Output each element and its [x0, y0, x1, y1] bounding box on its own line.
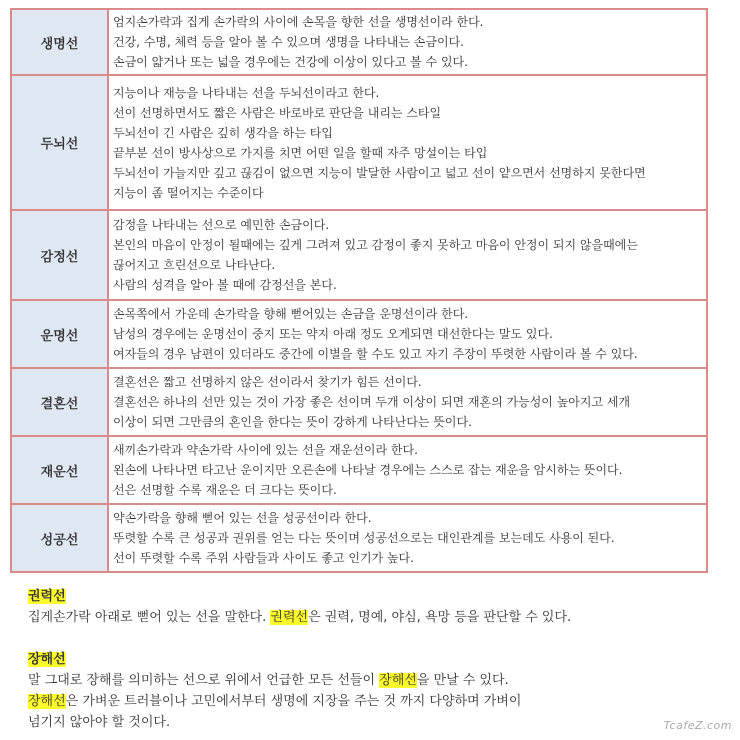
- palm-lines-table: [10, 8, 708, 573]
- highlight-term: 장해선: [379, 673, 417, 688]
- description-line: 감정을 나타내는 선으로 예민한 손금이다.: [113, 218, 330, 232]
- text-segment: 은 권력, 명예, 야심, 욕망 등을 판단할 수 있다.: [308, 610, 572, 625]
- power-line-heading-text: 권력선: [28, 589, 66, 604]
- description-line: 뚜렷할 수록 큰 성공과 권위를 얻는 다는 뜻이며 성공선으로는 대인관계를 보는데도 사용이 된다.: [113, 531, 615, 545]
- description-line: 두뇌선이 긴 사람은 깊히 생각을 하는 타입: [113, 125, 333, 140]
- row-label: 생명선: [11, 9, 108, 75]
- text-segment: 넘기지 않아야 할 것이다.: [28, 715, 171, 730]
- text-segment: 말 그대로 장해를 의미하는 선으로 위에서 언급한 모든 선들이: [28, 673, 380, 688]
- row-label: 감정선: [11, 210, 108, 300]
- description-line: 손금이 얇거나 또는 넓을 경우에는 건강에 이상이 있다고 볼 수 있다.: [113, 55, 468, 69]
- table-row-life-line: [11, 9, 707, 75]
- row-description: [108, 368, 707, 436]
- table-row-fate-line: [11, 300, 707, 368]
- obstacle-line-heading: [28, 649, 521, 670]
- row-description: [108, 436, 707, 504]
- power-line-section: [28, 586, 571, 628]
- description-line: 이상이 되면 그만큼의 혼인을 한다는 뜻이 강하게 나타난다는 뜻이다.: [113, 415, 472, 429]
- description-line: 결혼선은 하나의 선만 있는 것이 가장 좋은 선이며 두개 이상이 되면 재혼의 가능성이 높아지고 세개: [113, 395, 631, 409]
- highlight-term: 권력선: [270, 610, 309, 625]
- power-line-text: [28, 607, 571, 628]
- table-row-wealth-line: [11, 436, 707, 504]
- row-description: [108, 504, 707, 572]
- text-segment: 은 가벼운 트러블이나 고민에서부터 생명에 지장을 주는 것 까지 다양하며 가벼이: [65, 694, 522, 709]
- description-line: 결혼선은 짧고 선명하지 않은 선이라서 찾기가 힘든 선이다.: [113, 375, 422, 389]
- table-row-marriage-line: [11, 368, 707, 436]
- power-line-heading: [28, 586, 571, 607]
- row-label: 재운선: [11, 436, 108, 504]
- row-description: [108, 75, 707, 210]
- description-line: 선이 선명하면서도 짧은 사람은 바로바로 판단을 내리는 스타일: [113, 105, 442, 120]
- description-line: 선이 뚜렷할 수록 주위 사람들과 사이도 좋고 인기가 높다.: [113, 551, 414, 565]
- text-segment: 을 만날 수 있다.: [416, 673, 509, 688]
- description-line: 본인의 마음이 안정이 될때에는 깊게 그려져 있고 감정이 좋지 못하고 마음이 안정이 되지 않을때에는: [113, 238, 638, 252]
- obstacle-line-text-3: [28, 712, 521, 733]
- description-line: 손목쪽에서 가운데 손가락을 향해 뻗어있는 손금을 운명선이라 한다.: [113, 307, 469, 321]
- description-line: 끝부분 선이 방사상으로 가지를 치면 어떤 일을 할때 자주 망설이는 타입: [113, 145, 488, 160]
- row-label: 두뇌선: [11, 75, 108, 210]
- row-description: [108, 210, 707, 300]
- obstacle-line-text-1: [28, 670, 521, 691]
- description-line: 두뇌선이 가늘지만 깊고 끊김이 없으면 지능이 발달한 사람이고 넓고 선이 얕으면서 선명하지 못한다면: [113, 165, 646, 180]
- table-row-heart-line: [11, 210, 707, 300]
- row-label: 결혼선: [11, 368, 108, 436]
- description-line: 남성의 경우에는 운명선이 중지 또는 약지 아래 정도 오게되면 대선한다는 말도 있다.: [113, 327, 553, 341]
- description-line: 지능이나 재능을 나타내는 선을 두뇌선이라고 한다.: [113, 85, 380, 100]
- obstacle-line-section: [28, 649, 521, 733]
- description-line: 선은 선명할 수록 재운은 더 크다는 뜻이다.: [113, 483, 337, 497]
- highlight-term: 장해선: [28, 694, 66, 709]
- description-line: 사람의 성격을 알아 볼 때에 감정선을 본다.: [113, 278, 337, 292]
- text-segment: 집게손가락 아래로 뻗어 있는 선을 말한다.: [28, 610, 271, 625]
- description-line: 새끼손가락과 약손가락 사이에 있는 선을 재운선이라 한다.: [113, 443, 418, 457]
- watermark: TcafeZ.com: [663, 719, 732, 732]
- description-line: 왼손에 나타나면 타고난 운이지만 오른손에 나타날 경우에는 스스로 잡는 재운을 암시하는 뜻이다.: [113, 463, 623, 477]
- description-line: 건강, 수명, 체력 등을 알아 볼 수 있으며 생명을 나타내는 손금이다.: [113, 35, 464, 49]
- row-description: [108, 300, 707, 368]
- row-description: [108, 9, 707, 75]
- description-line: 지능이 좀 떨어지는 수준이다: [113, 185, 264, 200]
- table-row-success-line: [11, 504, 707, 572]
- obstacle-line-heading-text: 장해선: [28, 652, 66, 667]
- obstacle-line-text-2: [28, 691, 521, 712]
- row-label: 성공선: [11, 504, 108, 572]
- description-line: 끊어지고 흐린선으로 나타난다.: [113, 258, 276, 272]
- description-line: 엄지손가락과 집게 손가락의 사이에 손목을 향한 선을 생명선이라 한다.: [113, 15, 484, 29]
- table-row-head-line: [11, 75, 707, 210]
- row-label: 운명선: [11, 300, 108, 368]
- description-line: 여자들의 경우 남편이 있더라도 중간에 이별을 할 수도 있고 자기 주장이 뚜렷한 사람이라 볼 수 있다.: [113, 347, 638, 361]
- description-line: 약손가락을 향해 뻗어 있는 선을 성공선이라 한다.: [113, 511, 372, 525]
